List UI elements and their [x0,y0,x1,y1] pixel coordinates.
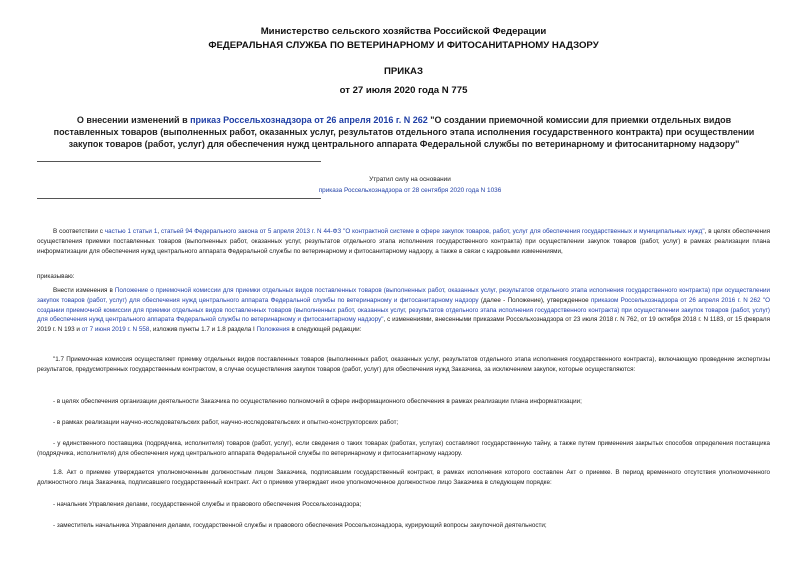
divider-top [37,161,321,162]
document-title [44,114,764,151]
regulation-link[interactable]: Положение о приемочной комиссии для приемки отдельных видов поставленных товаров (выполненных работ, оказанных услуг, результатов отдельного этапа исполнения государственного контракта) при осуществлении закупок товаров (работ, услуг) для обеспечения нужд центрального аппарата Федеральной службы по ветеринарному и фитосанитарному надзору [37,287,771,304]
order-262-link[interactable]: приказом Россельхознадзора от 26 апреля 2016 г. N 262 "О создании приемочной комиссии для приемки отдельных видов поставленных товаров (выполненных работ, оказанных услуг, результатов отдельного этапа исполнения государственного контракта) при осуществлении закупок товаров (работ, услуг) для обеспечения нужд центрального аппарата Федеральной службы по ветеринарному и фитосанитарному надзору" [37,296,770,324]
preamble-text-1: В соответствии с [53,228,105,235]
list-item: - в рамках реализации научно-исследовательских работ, научно-исследовательских и опытно-конструкторских работ; [53,419,399,426]
amendment-paragraph [37,286,770,335]
law-article-link[interactable]: статьей 94 Федерального закона от 5 апреля 2013 г. N 44-ФЗ "О контрактной системе в сфере закупок товаров, работ, услуг для обеспечения государственных и муниципальных нужд" [161,228,705,235]
list-item: - в целях обеспечения организации деятельности Заказчика по осуществлению полномочий в сфере информационного обеспечения в рамках реализации плана информатизации; [53,398,582,405]
document-date: от 27 июля 2020 года N 775 [339,85,468,96]
order-558-link[interactable]: от 7 июня 2019 г. N 558 [81,326,150,334]
preamble-text-2: , [157,228,161,235]
amendment-text-2: (далее - Положение), утвержденное [478,296,591,304]
document-type: ПРИКАЗ [384,66,423,77]
amendment-text-3: , с изменениями, внесенными приказами Россельхознадзора от 23 июля 2018 г. N 762, от 19 октября 2018 г. N 1183, от 15 февраля 2019 г. N 193 и [37,316,770,334]
amendment-text-5: в следующей редакции: [289,326,362,334]
preamble-text-3: , в целях обеспечения осуществления приемки поставленных товаров (выполненных работ, оказанных услуг, результатов отдельного этапа исполнения государственного контракта) при осуществлении закупок товаров (работ, услуг) в рамках реализации плана информатизации для обеспечения нужд центрального аппарата Федеральной службы по ветеринарному и фитосанитарному надзору, а также в связи с кадровыми изменениями, [37,228,770,255]
title-order-link[interactable]: приказ Россельхознадзора от 26 апреля 2016 г. N 262 [190,115,428,125]
list-item: - у единственного поставщика (подрядчика, исполнителя) товаров (работ, услуг), если сведения о таких товарах (работах, услугах) составляют государственную тайну, а также путем применения закрытых способов определения поставщика (подрядчика, исполнителя) для обеспечения нужд центрального аппарата Федеральной службы по ветеринарному и фитосанитарному надзору. [37,440,770,457]
title-rest: "О создании приемочной комиссии для приемки отдельных видов поставленных товаров (выполненных работ, оказанных услуг, результатов отдельного этапа исполнения государственного контракта) при осуществлении закупок товаров (работ, услуг) для обеспечения нужд центрального аппарата Федеральной службы по ветеринарному и фитосанитарному надзору" [53,115,755,150]
amendment-text-1: Внести изменения в [53,287,115,294]
title-prefix: О внесении изменений в [76,115,191,125]
regulation-section-link[interactable]: Положения [256,326,290,334]
order-word: приказываю: [37,273,75,280]
clause-1-7: "1.7 Приемочная комиссия осуществляет приемку отдельных видов поставленных товаров (выполненных работ, оказанных услуг, результатов отдельного этапа исполнения государственного контракта), включающую проведение экспертизы результатов, предусмотренных государственным контрактом, в случае осуществления закупок товаров (работ, услуг) для обеспечения нужд Заказчика, за исключением закупок, которые осуществляются: [37,356,770,373]
list-item: - заместитель начальника Управления делами, государственной службы и правового обеспечения Россельхознадзора, курирующий вопросы закупочной деятельности; [53,522,547,529]
lost-force-text: Утратил силу на основании [369,176,451,183]
lost-force-note [300,174,520,196]
lost-force-link[interactable]: приказа Россельхознадзора от 28 сентября 2020 года N 1036 [318,187,502,194]
divider-bottom [37,198,321,199]
ministry-name: Министерство сельского хозяйства Российской Федерации [260,26,547,37]
list-item: - начальник Управления делами, государственной службы и правового обеспечения Россельхознадзора; [53,501,362,508]
preamble-paragraph [37,227,770,256]
amendment-text-4: , изложив пункты 1.7 и 1.8 раздела I [149,326,257,334]
law-part-link[interactable]: частью 1 статьи 1 [104,228,158,235]
clause-1-8: 1.8. Акт о приемке утверждается уполномоченным должностным лицом Заказчика, подписавшим государственный контракт, в рамках исполнения которого составлен Акт о приемке. В период временного отсутствия уполномоченного должностного лица Заказчика, подписавшего государственный контракт. Акт о приемке утверждает иное уполномоченное должностное лицо Заказчика в следующем порядке: [37,469,770,486]
service-name: ФЕДЕРАЛЬНАЯ СЛУЖБА ПО ВЕТЕРИНАРНОМУ И ФИТОСАНИТАРНОМУ НАДЗОРУ [208,40,599,51]
